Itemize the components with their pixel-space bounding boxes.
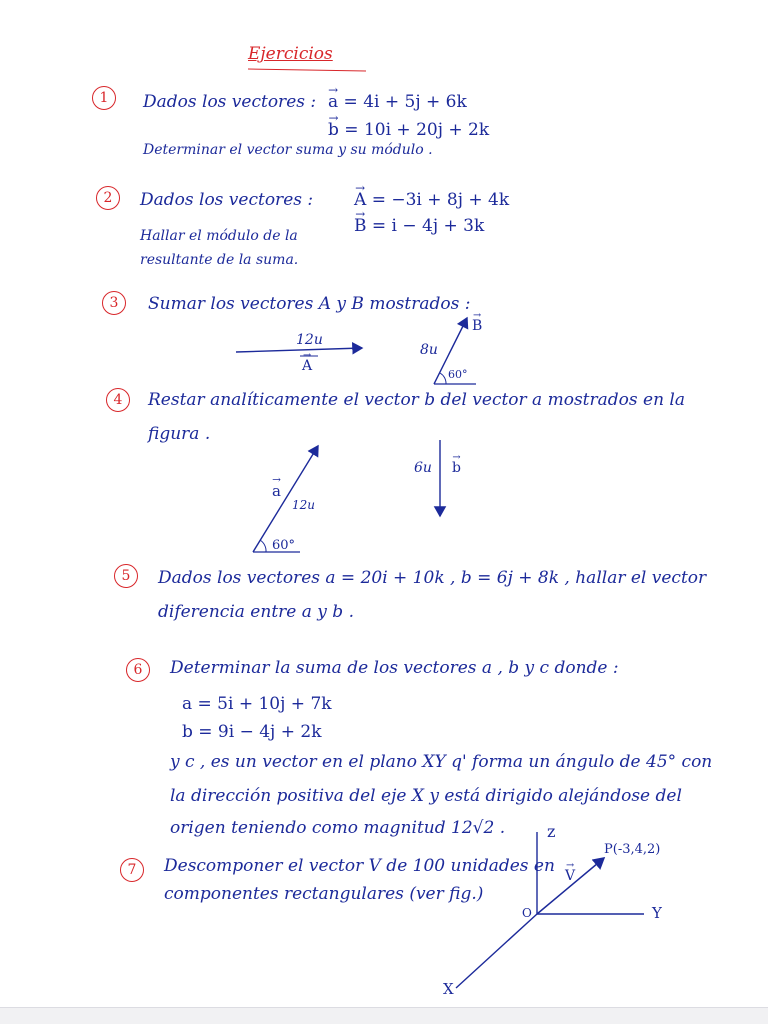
ex2-b-expression: = i − 4j + 3k (371, 216, 485, 236)
exercise-7-number: 7 (120, 858, 144, 882)
exercise-2-task-line-1: Hallar el módulo de la (140, 228, 298, 244)
ex3-b-magnitude: 8u (420, 342, 438, 358)
ex7-axis-x-label: X (443, 980, 454, 998)
exercise-2-text: Dados los vectores : (140, 190, 314, 210)
exercise-4-text-line-1: Restar analíticamente el vector b del vector a mostrados en la (148, 390, 686, 410)
exercise-5-text-line-2: diferencia entre a y b . (158, 602, 354, 622)
ex4-b-magnitude: 6u (414, 460, 432, 476)
ex7-axis-z-label: z (547, 822, 556, 841)
page-title: Ejercicios (248, 44, 333, 64)
exercise-1-number: 1 (92, 86, 116, 110)
ex1-b-symbol: → b (328, 120, 339, 140)
exercise-7-text-line-1: Descomponer el vector V de 100 unidades en (164, 856, 555, 876)
ex3-b-symbol: → B (472, 318, 482, 334)
exercise-6-c-line-1: y c , es un vector en el plano XY q' forma un ángulo de 45° con (170, 752, 713, 772)
ex3-angle-label: 60° (448, 368, 468, 381)
ex6-vector-a: a = 5i + 10j + 7k (182, 694, 332, 714)
exercise-6-c-line-2: la dirección positiva del eje X y está dirigido alejándose del (170, 786, 682, 806)
title-underline (248, 69, 366, 71)
ex7-vector-v-arrow (537, 858, 604, 914)
ex2-a-expression: = −3i + 8j + 4k (371, 190, 510, 210)
ex7-axis-y-label: Y (652, 904, 662, 922)
ex7-point-label: P(-3,4,2) (604, 842, 661, 857)
ex3-angle-arc (440, 373, 446, 384)
exercise-3-number: 3 (102, 291, 126, 315)
ex1-a-symbol: → a (328, 92, 338, 112)
exercise-4-number: 4 (106, 388, 130, 412)
ex3-a-symbol: → A (302, 358, 312, 374)
exercise-1-text: Dados los vectores : (143, 92, 317, 112)
exercise-2-number: 2 (96, 186, 120, 210)
exercise-7-text-line-2: componentes rectangulares (ver fig.) (164, 884, 484, 904)
ex4-a-magnitude: 12u (292, 498, 315, 512)
ex6-vector-b: b = 9i − 4j + 2k (182, 722, 322, 742)
ex2-b-symbol: → B (354, 216, 367, 236)
ex4-angle-label: 60° (272, 538, 296, 553)
ex3-a-magnitude: 12u (296, 332, 323, 348)
exercise-5-number: 5 (114, 564, 138, 588)
exercise-1-task: Determinar el vector suma y su módulo . (143, 142, 433, 158)
exercise-2-task-line-2: resultante de la suma. (140, 252, 299, 268)
exercise-5-text-line-1: Dados los vectores a = 20i + 10k , b = 6j + 8k , hallar el vector (158, 568, 707, 588)
ex7-vector-symbol: → V (565, 868, 575, 884)
exercise-6-c-line-3: origen teniendo como magnitud 12√2 . (170, 818, 506, 838)
ex7-x-axis (456, 914, 537, 988)
exercise-6-number: 6 (126, 658, 150, 682)
ex7-origin-label: O (522, 906, 532, 920)
exercise-3-text: Sumar los vectores A y B mostrados : (148, 294, 471, 314)
ex3-vector-b-arrow (434, 318, 467, 384)
ex2-a-symbol: → A (354, 190, 366, 210)
sheet-bottom-edge (0, 1007, 768, 1024)
ex1-a-expression: = 4i + 5j + 6k (343, 92, 467, 112)
exercise-4-text-line-2: figura . (148, 424, 211, 444)
ex4-vector-a-arrow (253, 446, 318, 552)
ex3-vector-a-arrow (236, 348, 362, 352)
ex1-b-expression: = 10i + 20j + 2k (344, 120, 490, 140)
ex4-a-symbol: → a (272, 482, 281, 500)
ex4-angle-arc (260, 540, 266, 552)
exercise-6-text: Determinar la suma de los vectores a , b y c donde : (170, 658, 619, 678)
ex4-b-symbol: → b (452, 460, 461, 476)
